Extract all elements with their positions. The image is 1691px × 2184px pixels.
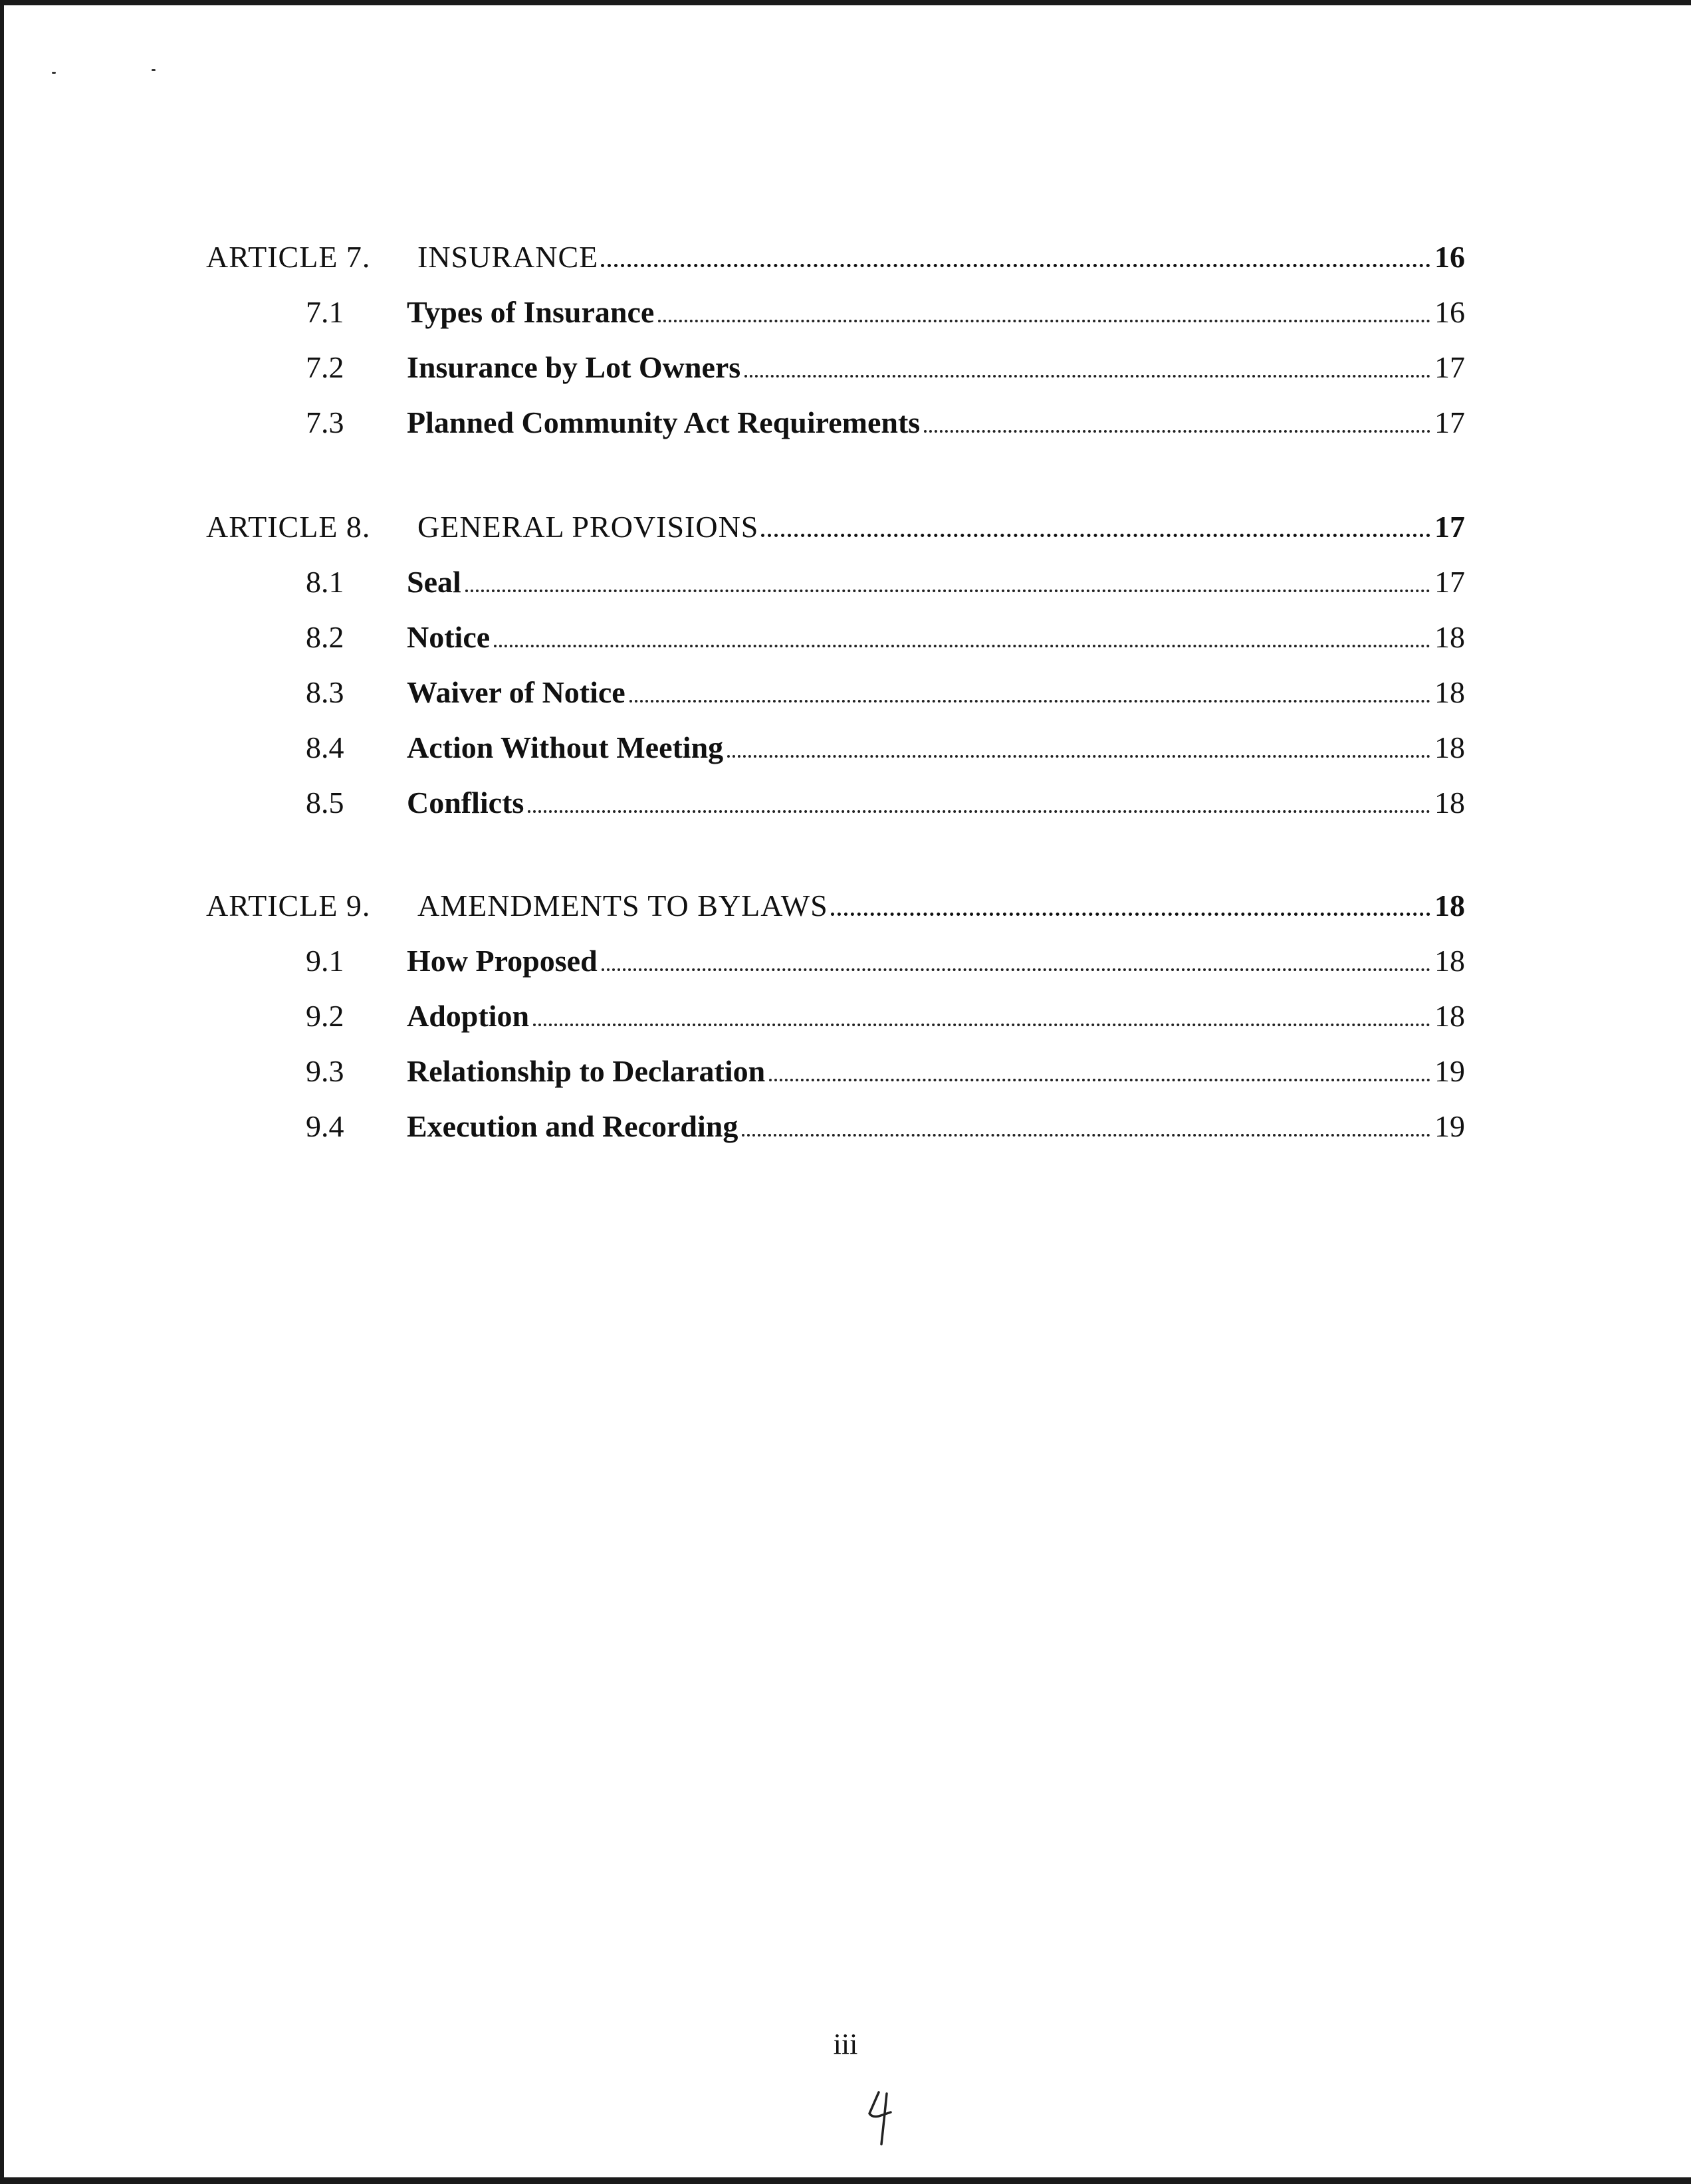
section-number: 9.2 [306, 999, 344, 1033]
section-page-number: 17 [1434, 565, 1465, 599]
toc-section-row[interactable] [0, 350, 1691, 389]
section-number: 8.2 [306, 620, 344, 654]
section-title: Execution and Recording [407, 1109, 738, 1143]
article-label: ARTICLE 7. [206, 240, 371, 274]
section-title: How Proposed [407, 944, 598, 978]
toc-section-row[interactable] [0, 619, 1691, 659]
toc-article-row[interactable] [0, 888, 1691, 928]
handwritten-mark [864, 2087, 904, 2147]
scan-border-top [0, 0, 1691, 5]
scan-speck [52, 72, 56, 74]
toc-section-row[interactable] [0, 943, 1691, 983]
article-title: INSURANCE [417, 240, 599, 274]
section-number: 8.5 [306, 786, 344, 819]
dot-leader [658, 320, 1430, 322]
dot-leader [528, 810, 1430, 813]
dot-leader [629, 700, 1430, 703]
toc-article-row[interactable] [0, 509, 1691, 549]
section-title: Types of Insurance [407, 295, 655, 329]
dot-leader [744, 375, 1430, 378]
section-page-number: 18 [1434, 999, 1465, 1033]
section-number: 9.1 [306, 944, 344, 978]
section-number: 8.1 [306, 565, 344, 599]
scan-border-bottom [0, 2177, 1691, 2184]
section-page-number: 18 [1434, 730, 1465, 764]
section-number: 9.3 [306, 1054, 344, 1088]
section-page-number: 17 [1434, 405, 1465, 439]
dot-leader [761, 534, 1430, 537]
section-page-number: 17 [1434, 350, 1465, 384]
dot-leader [831, 913, 1430, 916]
section-title: Adoption [407, 999, 530, 1033]
article-title: AMENDMENTS TO BYLAWS [417, 889, 828, 923]
toc-section-row[interactable] [0, 785, 1691, 825]
section-page-number: 18 [1434, 620, 1465, 654]
dot-leader [494, 645, 1430, 647]
page-number: iii [833, 2028, 858, 2060]
section-number: 9.4 [306, 1109, 344, 1143]
section-title: Planned Community Act Requirements [407, 405, 921, 439]
article-page-number: 16 [1434, 240, 1465, 274]
section-title: Action Without Meeting [407, 730, 724, 764]
section-page-number: 18 [1434, 675, 1465, 709]
article-label: ARTICLE 8. [206, 510, 371, 544]
section-page-number: 18 [1434, 786, 1465, 819]
dot-leader [601, 264, 1430, 267]
scan-speck [152, 69, 156, 71]
section-page-number: 19 [1434, 1054, 1465, 1088]
section-page-number: 18 [1434, 944, 1465, 978]
toc-section-row[interactable] [0, 998, 1691, 1038]
article-page-number: 18 [1434, 889, 1465, 923]
section-number: 8.4 [306, 730, 344, 764]
toc-section-row[interactable] [0, 730, 1691, 770]
article-label: ARTICLE 9. [206, 889, 371, 923]
section-page-number: 16 [1434, 295, 1465, 329]
section-title: Notice [407, 620, 491, 654]
toc-section-row[interactable] [0, 564, 1691, 604]
dot-leader [924, 430, 1430, 433]
section-title: Conflicts [407, 786, 524, 819]
toc-section-row[interactable] [0, 1053, 1691, 1093]
section-title: Insurance by Lot Owners [407, 350, 741, 384]
toc-article-row[interactable] [0, 239, 1691, 279]
dot-leader [727, 755, 1430, 758]
section-title: Relationship to Declaration [407, 1054, 766, 1088]
toc-section-row[interactable] [0, 675, 1691, 714]
toc-section-row[interactable] [0, 1109, 1691, 1148]
article-page-number: 17 [1434, 510, 1465, 544]
section-number: 7.1 [306, 295, 344, 329]
section-title: Seal [407, 565, 461, 599]
section-number: 7.3 [306, 405, 344, 439]
dot-leader [465, 590, 1430, 592]
toc-section-row[interactable] [0, 294, 1691, 334]
dot-leader [602, 968, 1430, 971]
section-number: 7.2 [306, 350, 344, 384]
dot-leader [533, 1024, 1430, 1026]
section-title: Waiver of Notice [407, 675, 625, 709]
section-page-number: 19 [1434, 1109, 1465, 1143]
article-title: GENERAL PROVISIONS [417, 510, 759, 544]
dot-leader [769, 1079, 1430, 1081]
dot-leader [742, 1134, 1430, 1137]
section-number: 8.3 [306, 675, 344, 709]
toc-section-row[interactable] [0, 405, 1691, 445]
